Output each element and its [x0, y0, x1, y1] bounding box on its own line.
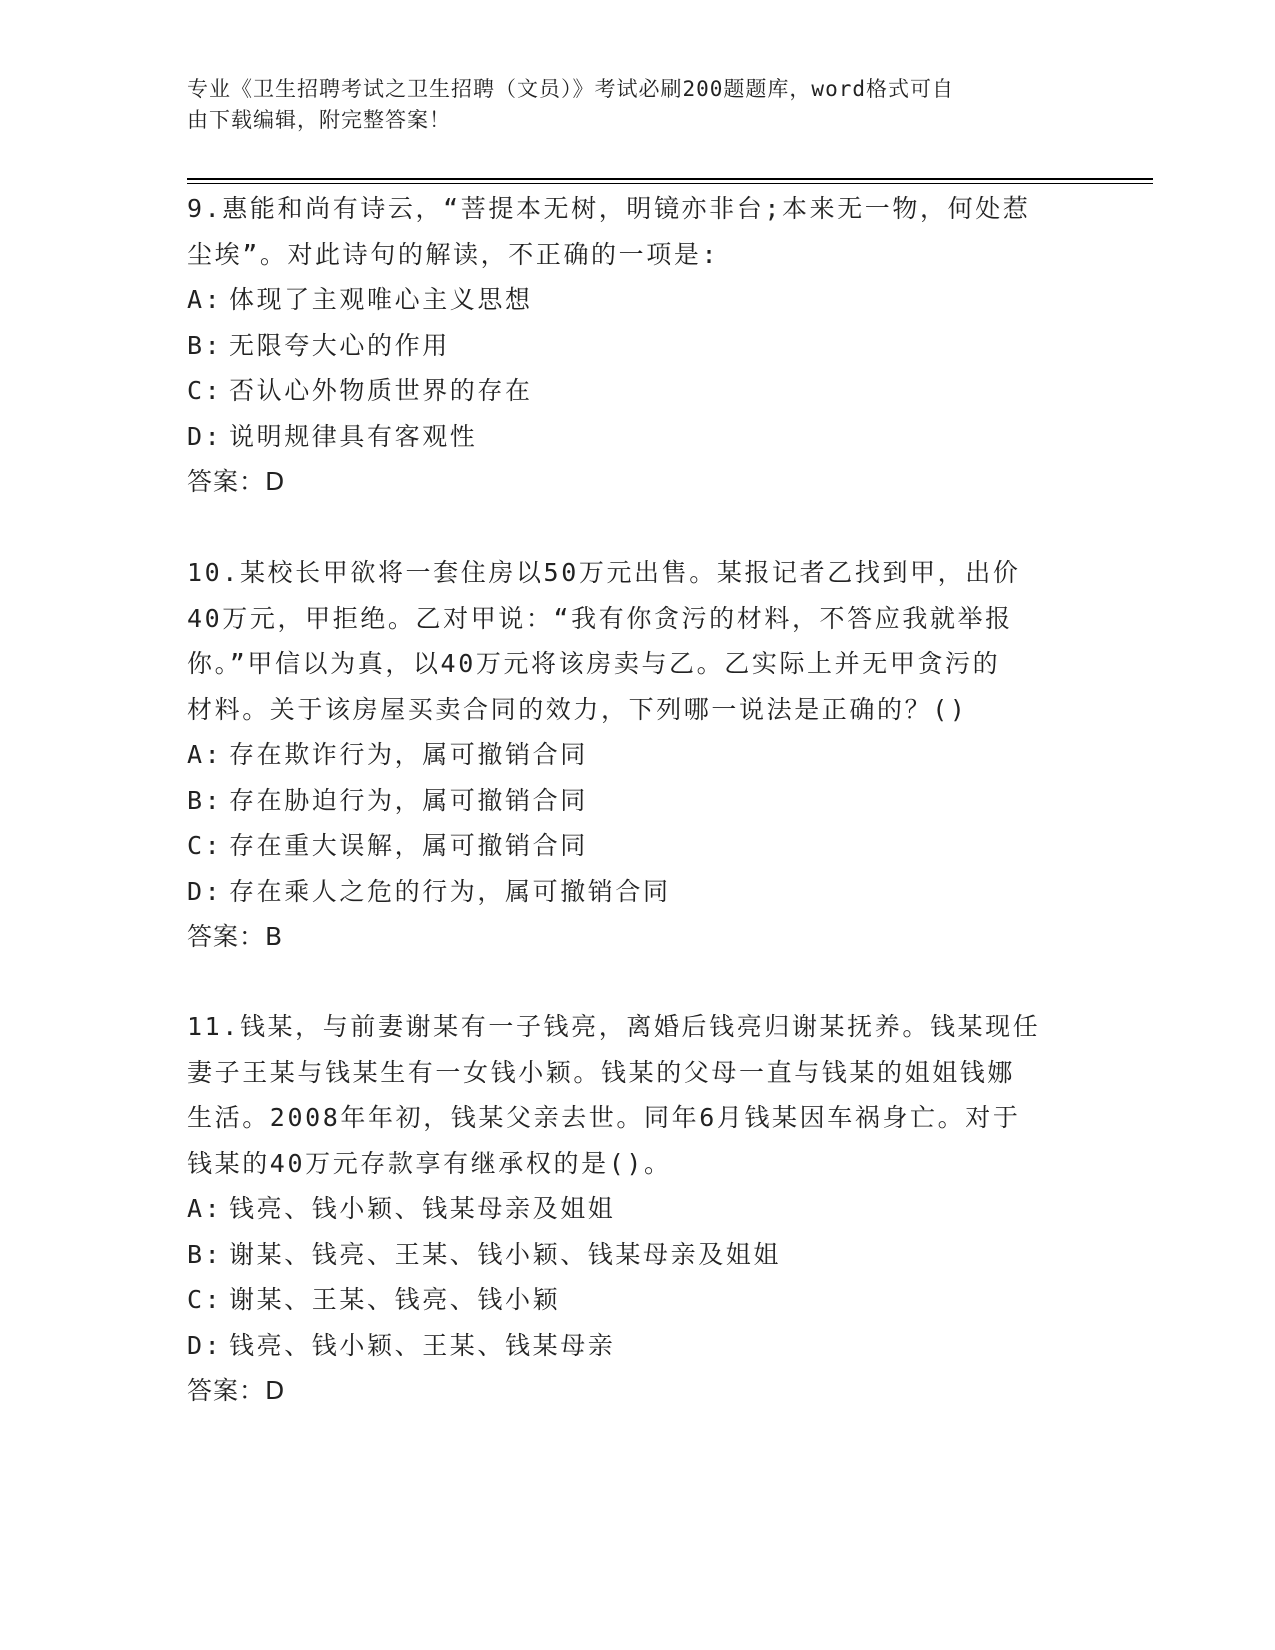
option-letter: A: — [187, 1194, 223, 1223]
option-text: 体现了主观唯心主义思想 — [229, 285, 533, 314]
option-b — [187, 323, 1087, 369]
option-d — [187, 869, 1087, 915]
option-a — [187, 277, 1087, 323]
option-letter: D: — [187, 421, 223, 451]
option-d — [187, 414, 1087, 460]
option-letter: B: — [187, 1239, 223, 1269]
question-stem-line: 11.钱某，与前妻谢某有一子钱亮，离婚后钱亮归谢某抚养。钱某现任 — [187, 1012, 1041, 1041]
answer-line: 答案：D — [187, 467, 286, 496]
option-letter: A: — [187, 740, 223, 769]
option-b — [187, 1232, 1087, 1278]
header-line-1: 专业《卫生招聘考试之卫生招聘（文员）》考试必刷200题题库，word格式可自 — [187, 77, 954, 101]
answer-line: 答案：B — [187, 922, 284, 951]
question-stem-line: 妻子王某与钱某生有一女钱小颖。钱某的父母一直与钱某的姐姐钱娜 — [187, 1057, 1016, 1087]
question-9 — [187, 186, 1087, 505]
option-letter: B: — [187, 330, 223, 360]
option-c — [187, 823, 1087, 869]
option-letter: B: — [187, 785, 223, 815]
option-text: 否认心外物质世界的存在 — [229, 376, 533, 405]
question-stem-line: 生活。2008年年初，钱某父亲去世。同年6月钱某因车祸身亡。对于 — [187, 1103, 1021, 1132]
question-stem-line: 9.惠能和尚有诗云，“菩提本无树，明镜亦非台;本来无一物，何处惹 — [187, 194, 1031, 223]
option-c — [187, 368, 1087, 414]
option-text: 说明规律具有客观性 — [229, 421, 478, 451]
option-letter: C: — [187, 376, 223, 405]
option-letter: A: — [187, 285, 223, 314]
option-a — [187, 1186, 1087, 1232]
header-divider-thin — [187, 183, 1153, 184]
option-text: 谢某、钱亮、王某、钱小颖、钱某母亲及姐姐 — [229, 1239, 782, 1269]
header-divider-thick — [187, 178, 1153, 180]
answer-line: 答案：D — [187, 1376, 286, 1405]
option-letter: D: — [187, 1330, 223, 1360]
option-d — [187, 1323, 1087, 1369]
option-letter: C: — [187, 1285, 223, 1314]
question-10 — [187, 550, 1087, 960]
option-text: 存在重大误解，属可撤销合同 — [229, 831, 588, 860]
document-header — [187, 74, 1087, 136]
option-text: 存在乘人之危的行为，属可撤销合同 — [229, 876, 671, 906]
question-stem-line: 你。”甲信以为真，以40万元将该房卖与乙。乙实际上并无甲贪污的 — [187, 649, 1001, 678]
question-stem-line: 10.某校长甲欲将一套住房以50万元出售。某报记者乙找到甲，出价 — [187, 558, 1021, 587]
question-11 — [187, 1004, 1087, 1414]
option-letter: D: — [187, 876, 223, 906]
question-stem-line: 钱某的40万元存款享有继承权的是()。 — [187, 1148, 672, 1178]
question-stem-line: 尘埃”。对此诗句的解读，不正确的一项是: — [187, 239, 720, 269]
option-c — [187, 1277, 1087, 1323]
option-text: 谢某、王某、钱亮、钱小颖 — [229, 1285, 561, 1314]
option-text: 无限夸大心的作用 — [229, 330, 450, 360]
option-text: 钱亮、钱小颖、钱某母亲及姐姐 — [229, 1194, 616, 1223]
question-stem-line: 材料。关于该房屋买卖合同的效力，下列哪一说法是正确的？() — [187, 694, 968, 724]
option-text: 存在欺诈行为，属可撤销合同 — [229, 740, 588, 769]
question-stem-line: 40万元，甲拒绝。乙对甲说：“我有你贪污的材料，不答应我就举报 — [187, 603, 1013, 633]
option-text: 存在胁迫行为，属可撤销合同 — [229, 785, 588, 815]
option-a — [187, 732, 1087, 778]
option-text: 钱亮、钱小颖、王某、钱某母亲 — [229, 1330, 616, 1360]
option-b — [187, 778, 1087, 824]
header-line-2: 由下载编辑，附完整答案！ — [187, 108, 451, 132]
option-letter: C: — [187, 831, 223, 860]
